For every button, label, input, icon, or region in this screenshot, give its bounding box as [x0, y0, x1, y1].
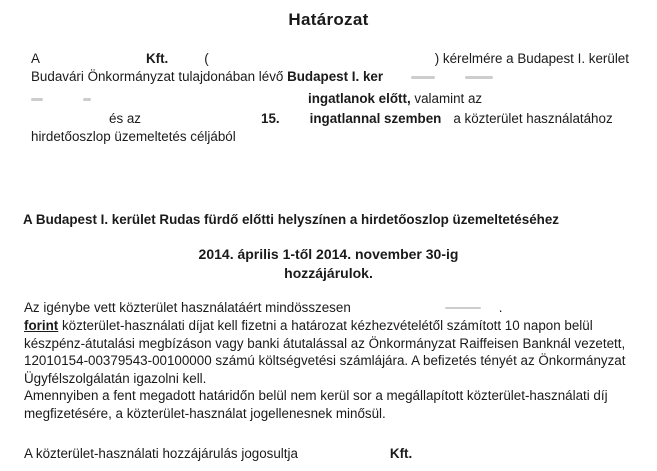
redaction-smudge: [31, 98, 43, 101]
currency-word: forint: [24, 318, 59, 333]
intro-and-the: és az: [109, 111, 142, 126]
intro-usage: a közterület használatához: [453, 111, 613, 126]
fee-intro: Az igénybe vett közterület használatáért mindösszesen: [24, 300, 351, 315]
redacted-amount: [445, 307, 481, 309]
location-heading: A Budapest I. kerület Rudas fürdő előtti helyszínen a hirdetőoszlop üzemeltetéséhez: [23, 212, 559, 227]
intro-house-number: 15.: [261, 111, 280, 126]
intro-ownership: Budavári Önkormányzat tulajdonában lévő: [31, 69, 284, 84]
intro-request: ) kérelmére a Budapest I. kerület: [434, 51, 629, 66]
intro-line-5: [31, 129, 236, 145]
intro-line-4: [31, 111, 613, 127]
fee-dot: .: [498, 300, 503, 315]
consent-text: hozzájárulok.: [284, 265, 373, 281]
redaction-smudge: [411, 76, 435, 79]
intro-district: Budapest I. ker: [287, 69, 384, 84]
intro-line-1: [31, 51, 629, 67]
intro-line-3: [31, 91, 482, 107]
fee-line-2: [24, 318, 593, 334]
fee-obligation: közterület-használati díjat kell fizetni a határozat kézhezvételétől számított 10 napon belül: [61, 318, 593, 333]
fee-line-7: megfizetésére, a közterület-használat jogellenesnek minősül.: [24, 406, 386, 421]
intro-purpose: hirdetőoszlop üzemeltetés céljából: [31, 129, 236, 144]
intro-line-2: [31, 69, 493, 85]
redaction-smudge: [83, 98, 91, 101]
date-range: 2014. április 1-től 2014. november 30-ig: [198, 246, 459, 262]
fee-line-5: Ügyfélszolgálatán igazolni kell.: [24, 371, 207, 386]
fee-line-6: Amennyiben a fent megadott határidőn belül nem kerül sor a megállapított közterület-használati díj: [24, 388, 608, 403]
holder-kft: Kft.: [389, 446, 413, 461]
holder-line: [24, 446, 412, 462]
intro-word-a: A: [31, 51, 40, 66]
company-suffix: Kft.: [145, 51, 169, 66]
intro-properties: ingatlanok előtt,: [308, 91, 411, 106]
intro-and: valamint az: [414, 91, 483, 106]
intro-opposite: ingatlannal szemben: [309, 111, 442, 126]
document-title: Határozat: [288, 10, 369, 29]
fee-line-4: 12010154-00379543-00100000 számú költségvetési számlájára. A befizetés tényét az Önkormányzat: [24, 353, 626, 368]
fee-line-3: készpénz-átutalási megbízáson vagy banki átutalással az Önkormányzat Raiffeisen Banknál vezetett,: [24, 336, 626, 351]
holder-text: A közterület-használati hozzájárulás jogosultja: [24, 446, 298, 461]
redaction-smudge: [465, 76, 493, 79]
fee-line-1: [24, 300, 503, 316]
paren-open: (: [204, 51, 209, 66]
